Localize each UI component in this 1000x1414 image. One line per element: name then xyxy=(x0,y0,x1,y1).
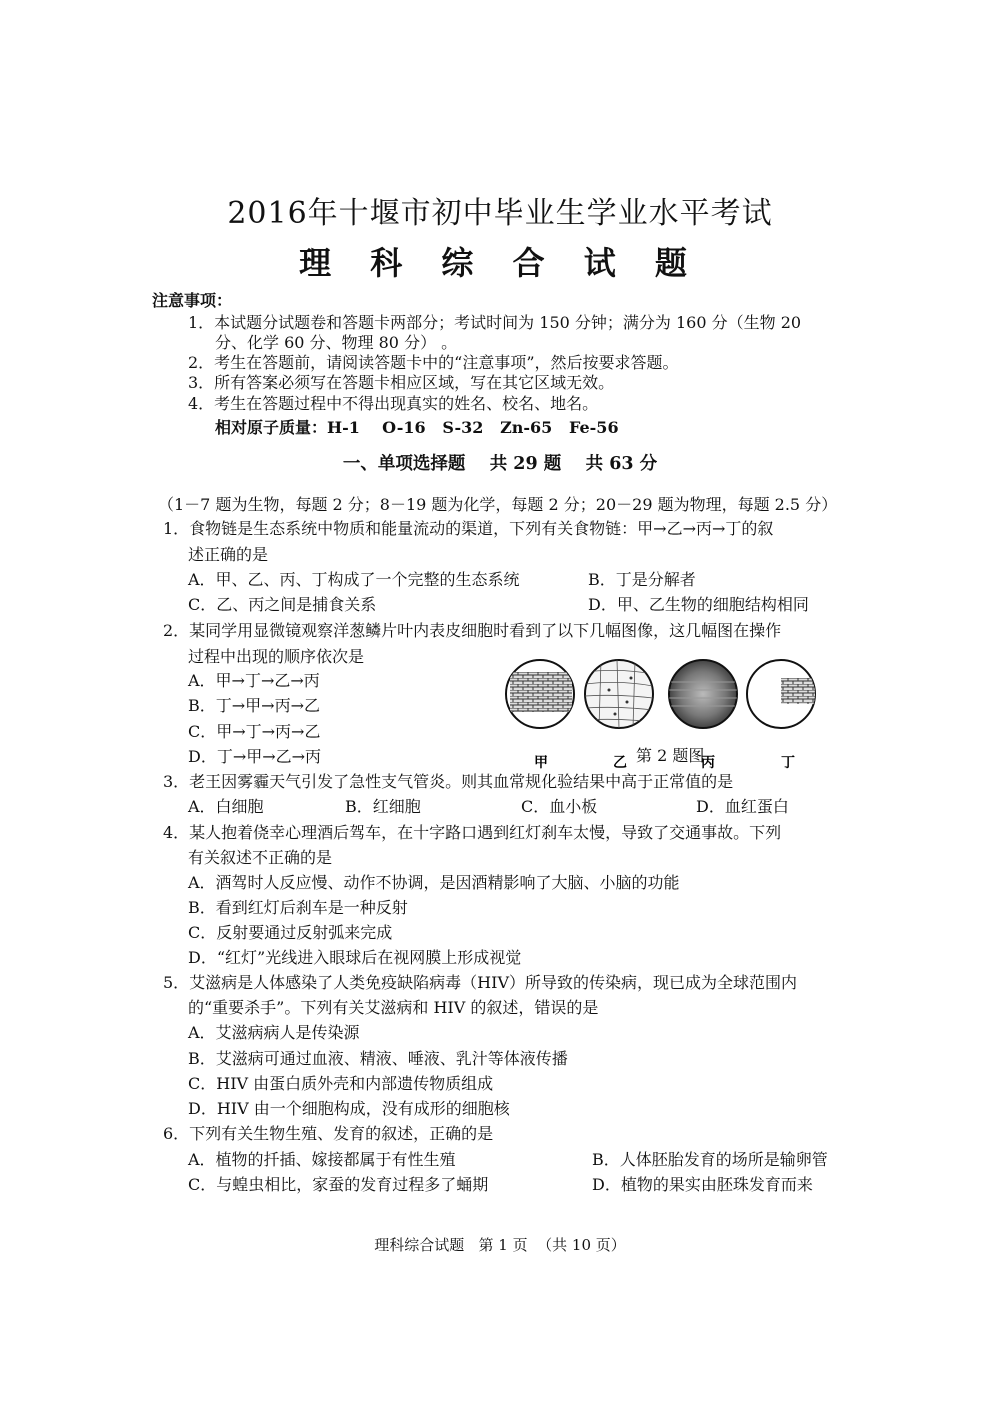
question-2-option-d: D．丁→甲→乙→丙 xyxy=(188,747,322,766)
question-4-option-d: D．“红灯”光线进入眼球后在视网膜上形成视觉 xyxy=(188,948,522,967)
figure-label-jia: 甲 xyxy=(534,755,548,771)
question-1-option-c: C．乙、丙之间是捕食关系 xyxy=(188,595,377,614)
notice-item: 3．所有答案必须写在答题卡相应区域，写在其它区域无效。 xyxy=(188,373,615,392)
question-2-option-c: C．甲→丁→丙→乙 xyxy=(188,722,321,741)
question-6-option-c: C．与蝗虫相比，家蚕的发育过程多了蛹期 xyxy=(188,1175,489,1194)
question-1-option-d: D．甲、乙生物的细胞结构相同 xyxy=(588,595,809,614)
notice-item: 4．考生在答题过程中不得出现真实的姓名、校名、地名。 xyxy=(188,394,599,413)
question-1-stem-cont: 述正确的是 xyxy=(188,545,269,564)
question-2-option-a: A．甲→丁→乙→丙 xyxy=(188,671,320,690)
question-3-option-d: D．血红蛋白 xyxy=(696,797,789,816)
question-3-option-b: B．红细胞 xyxy=(345,797,421,816)
question-2-stem-cont: 过程中出现的顺序依次是 xyxy=(188,647,365,666)
question-1-option-b: B．丁是分解者 xyxy=(588,570,696,589)
notice-item: 1．本试题分试题卷和答题卡两部分；考试时间为 150 分钟；满分为 160 分（生物 20 xyxy=(188,313,802,332)
figure-label-yi: 乙 xyxy=(613,755,627,771)
view-ding xyxy=(747,660,817,728)
question-2-option-b: B．丁→甲→丙→乙 xyxy=(188,696,320,715)
question-5-stem-cont: 的“重要杀手”。下列有关艾滋病和 HIV 的叙述，错误的是 xyxy=(188,998,599,1017)
question-5-stem: 5．艾滋病是人体感染了人类免疫缺陷病毒（HIV）所导致的传染病，现已成为全球范围内 xyxy=(163,973,798,992)
question-2-stem: 2．某同学用显微镜观察洋葱鳞片叶内表皮细胞时看到了以下几幅图像，这几幅图在操作 xyxy=(163,621,782,640)
notice-item: 2．考生在答题前，请阅读答题卡中的“注意事项”，然后按要求答题。 xyxy=(188,353,679,372)
notice-heading: 注意事项： xyxy=(152,291,233,310)
question-1-stem: 1．食物链是生态系统中物质和能量流动的渠道，下列有关食物链：甲→乙→丙→丁的叙 xyxy=(163,519,774,538)
page-title: 2016年十堰市初中毕业生学业水平考试 xyxy=(227,196,773,231)
page-footer: 理科综合试题 第 1 页 （共 10 页） xyxy=(374,1236,626,1254)
question-4-stem: 4．某人抱着侥幸心理酒后驾车，在十字路口遇到红灯刹车太慢，导致了交通事故。下列 xyxy=(163,823,782,842)
section-heading: 一、单项选择题 共 29 题 共 63 分 xyxy=(342,454,658,474)
atomic-mass-line: 相对原子质量：H-1 O-16 S-32 Zn-65 Fe-56 xyxy=(215,418,619,437)
question-6-option-a: A．植物的扦插、嫁接都属于有性生殖 xyxy=(188,1150,456,1169)
question-4-option-b: B．看到红灯后刹车是一种反射 xyxy=(188,898,408,917)
question-6-stem: 6．下列有关生物生殖、发育的叙述，正确的是 xyxy=(163,1124,494,1143)
question-5-option-c: C．HIV 由蛋白质外壳和内部遗传物质组成 xyxy=(188,1074,494,1093)
figure-label-bing: 丙 xyxy=(701,755,715,771)
question-1-option-a: A．甲、乙、丙、丁构成了一个完整的生态系统 xyxy=(188,570,520,589)
view-yi xyxy=(585,660,653,728)
page-subtitle: 理 科 综 合 试 题 xyxy=(299,244,701,282)
question-3-stem: 3．老王因雾霾天气引发了急性支气管炎。则其血常规化验结果中高于正常值的是 xyxy=(163,772,734,791)
question-4-stem-cont: 有关叙述不正确的是 xyxy=(188,848,333,867)
question-6-option-b: B．人体胚胎发育的场所是输卵管 xyxy=(592,1150,828,1169)
question-4-option-c: C．反射要通过反射弧来完成 xyxy=(188,923,393,942)
view-bing xyxy=(669,660,737,728)
question-3-option-c: C．血小板 xyxy=(521,797,598,816)
question-4-option-a: A．酒驾时人反应慢、动作不协调，是因酒精影响了大脑、小脑的功能 xyxy=(188,873,680,892)
question-6-option-d: D．植物的果实由胚珠发育而来 xyxy=(592,1175,813,1194)
section-note: （1－7 题为生物，每题 2 分；8－19 题为化学，每题 2 分；20－29 题为物理，每题 2.5 分） xyxy=(158,495,838,514)
question-5-option-d: D．HIV 由一个细胞构成，没有成形的细胞核 xyxy=(188,1099,510,1118)
question-5-option-b: B．艾滋病可通过血液、精液、唾液、乳汁等体液传播 xyxy=(188,1049,568,1068)
notice-item: 分、化学 60 分、物理 80 分） 。 xyxy=(215,333,458,352)
figure-caption: 第 2 题图 xyxy=(636,746,705,765)
figure-label-ding: 丁 xyxy=(781,755,795,771)
question-3-option-a: A．白细胞 xyxy=(188,797,264,816)
question-5-option-a: A．艾滋病病人是传染源 xyxy=(188,1023,360,1042)
view-jia xyxy=(506,660,574,728)
